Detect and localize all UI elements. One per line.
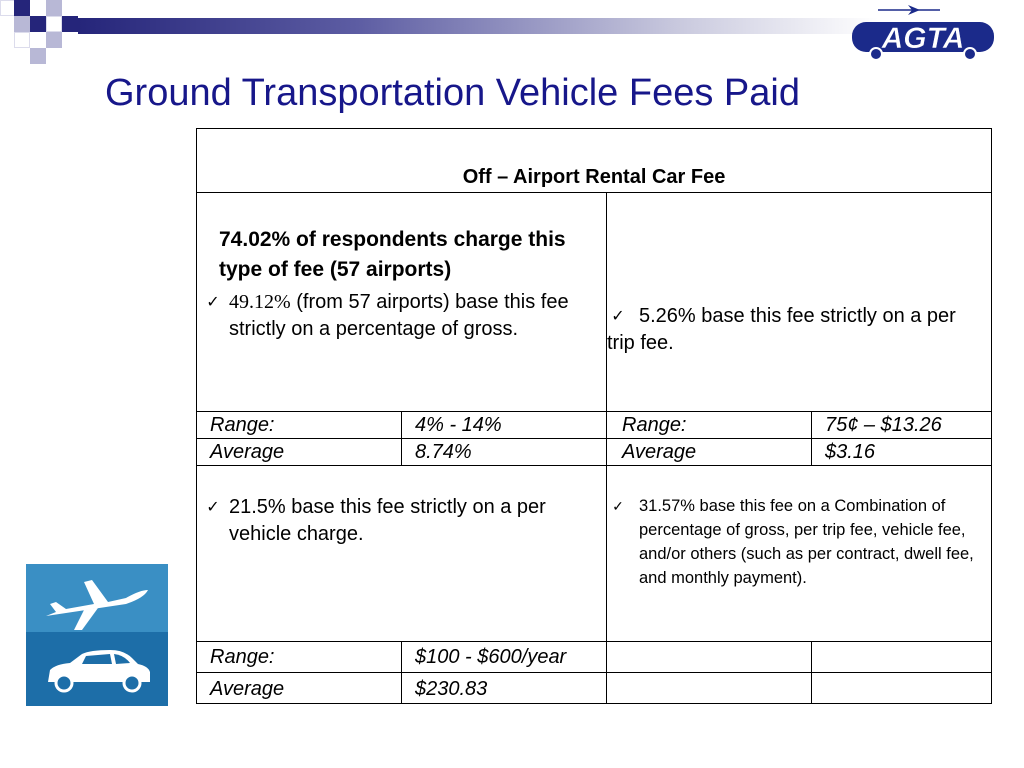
table-row xyxy=(197,439,992,466)
empty-cell xyxy=(812,642,992,673)
checklist-text xyxy=(229,289,606,343)
average-value: $230.83 xyxy=(402,673,607,704)
checkmark-icon: ✓ xyxy=(612,498,624,514)
corner-square xyxy=(62,0,78,16)
table-row xyxy=(197,673,992,704)
checkmark-icon: ✓ xyxy=(206,294,220,311)
combination-fee-cell xyxy=(607,466,992,642)
range-label: Range: xyxy=(607,412,812,439)
fee-table xyxy=(196,128,992,704)
empty-cell xyxy=(812,673,992,704)
table-header: Off – Airport Rental Car Fee xyxy=(462,166,726,188)
checkmark-icon: ✓ xyxy=(611,308,625,325)
logo-text: AGTA xyxy=(881,22,965,55)
average-label: Average xyxy=(197,439,402,466)
table-row xyxy=(197,642,992,673)
corner-square xyxy=(46,32,62,48)
checklist-item xyxy=(607,494,991,590)
average-label: Average xyxy=(197,673,402,704)
range-value: $100 - $600/year xyxy=(402,642,607,673)
average-value: 8.74% xyxy=(402,439,607,466)
checklist-description: 31.57% base this fee on a Combination of percentage of gross, per trip fee, vehicle fee, and/or others (such as per contract, dwell fee, and monthly payment). xyxy=(639,497,974,587)
average-value: $3.16 xyxy=(812,439,992,466)
airplane-car-image xyxy=(26,564,168,706)
page-title: Ground Transportation Vehicle Fees Paid xyxy=(105,72,800,114)
range-value: 4% - 14% xyxy=(402,412,607,439)
corner-square xyxy=(14,32,30,48)
header-gradient-bar xyxy=(78,18,878,34)
per-trip-fee-cell xyxy=(607,193,992,412)
respondents-summary: 74.02% of respondents charge this type of fee (57 airports) xyxy=(219,228,566,281)
checklist-item xyxy=(197,494,606,548)
percentage-of-gross-cell xyxy=(197,193,607,412)
per-vehicle-charge-cell xyxy=(197,466,607,642)
range-label: Range: xyxy=(197,412,402,439)
empty-cell xyxy=(607,673,812,704)
corner-square xyxy=(30,16,46,32)
range-value: 75¢ – $13.26 xyxy=(812,412,992,439)
average-label: Average xyxy=(607,439,812,466)
checklist-item xyxy=(607,303,991,357)
table-row xyxy=(197,412,992,439)
corner-square xyxy=(46,0,62,16)
checklist-description: 5.26% base this fee strictly on a per trip fee. xyxy=(607,305,956,354)
percentage-value: 49.12% xyxy=(229,291,291,313)
corner-square xyxy=(30,48,46,64)
corner-square xyxy=(46,16,62,32)
checklist-description: (from 57 airports) base this fee strictly on a percentage of gross. xyxy=(229,291,569,340)
range-label: Range: xyxy=(197,642,402,673)
checkmark-icon: ✓ xyxy=(206,499,220,516)
agta-logo xyxy=(848,2,998,64)
checklist-item xyxy=(197,289,606,343)
corner-square xyxy=(62,16,78,32)
corner-square xyxy=(14,16,30,32)
table-header-cell xyxy=(197,129,992,193)
empty-cell xyxy=(607,642,812,673)
checklist-description: 21.5% base this fee strictly on a per vehicle charge. xyxy=(229,496,546,545)
corner-square xyxy=(14,0,30,16)
